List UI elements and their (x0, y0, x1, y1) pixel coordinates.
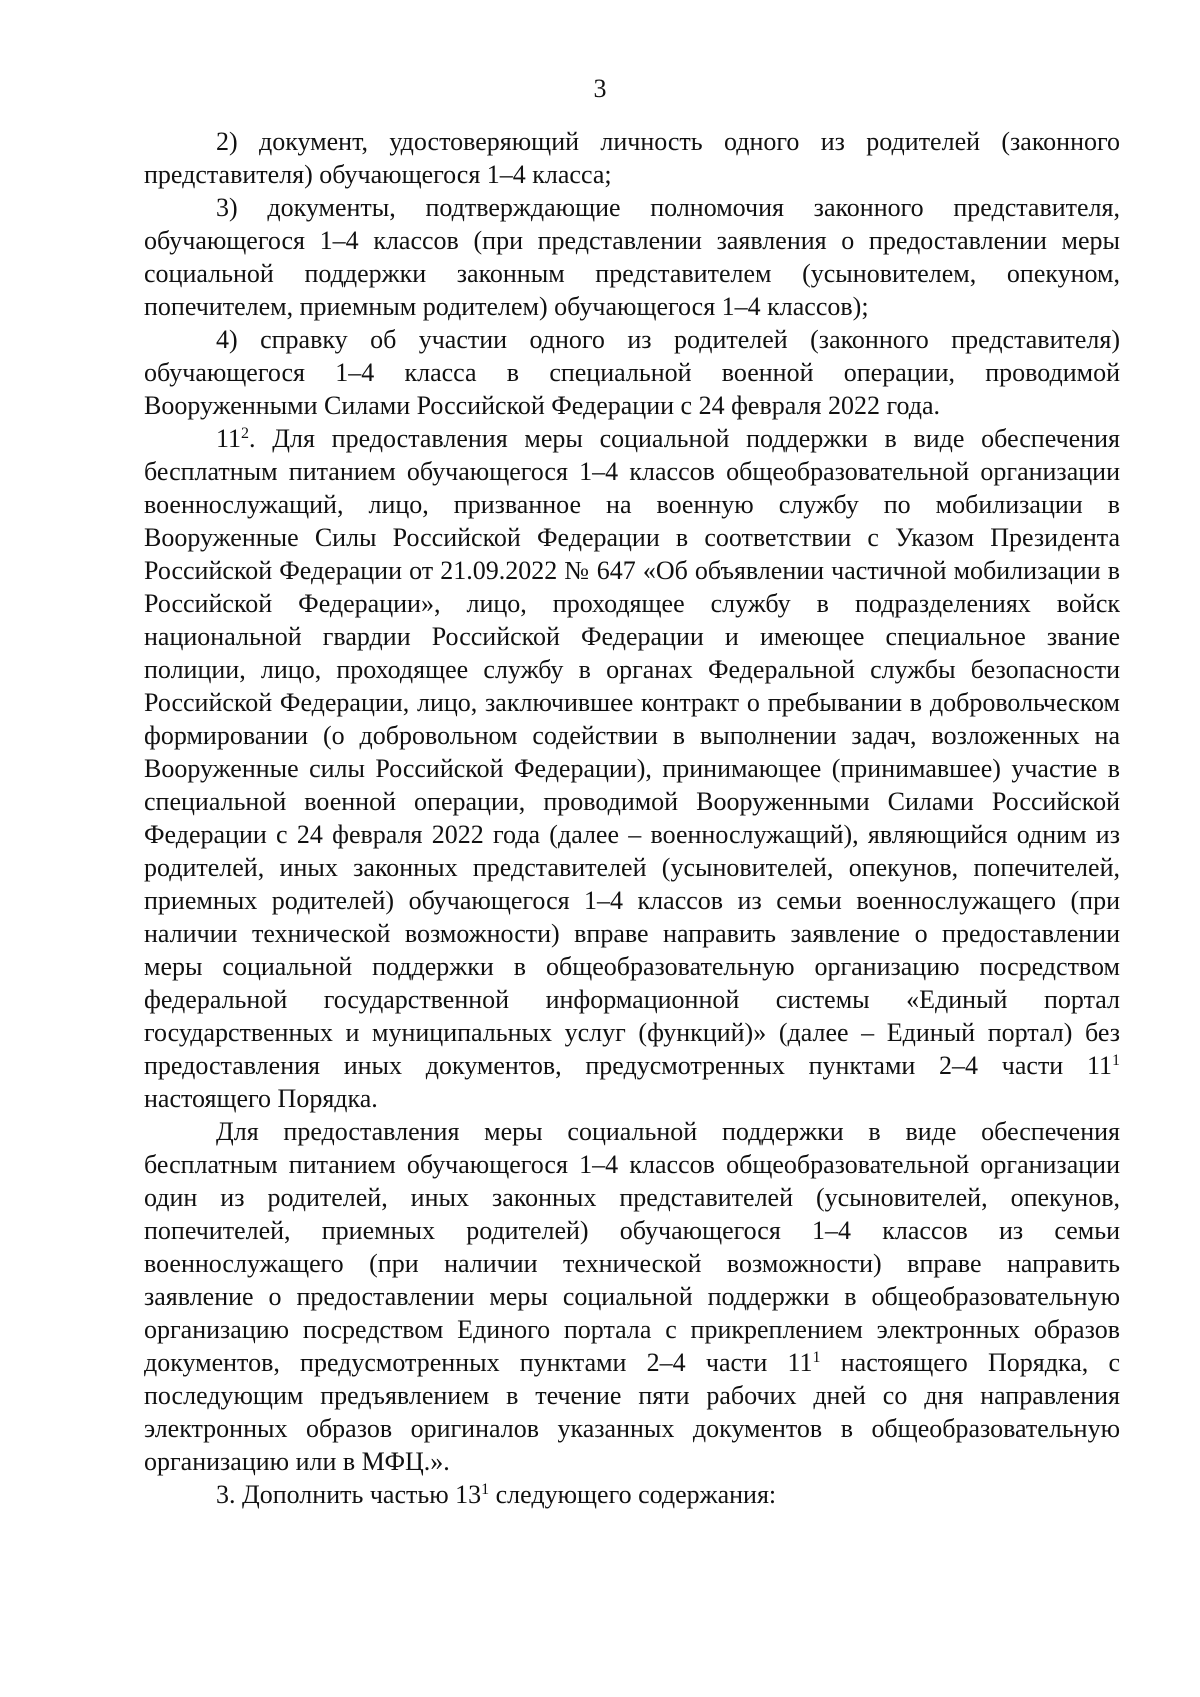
list-item-3: 3) документы, подтверждающие полномочия законного представителя, обучающегося 1–4 классов (при представлении заявления о предоставлении меры социальной поддержки законным представителем (усыновителем, опекуном, попечителем, приемным родителем) обучающегося 1–4 классов); (144, 193, 1120, 321)
superscript: 1 (812, 1349, 821, 1366)
page-number: 3 (593, 74, 607, 103)
clause-11-2-continuation: Для предоставления меры социальной поддержки в виде обеспечения бесплатным питанием обучающегося 1–4 классов общеобразовательной организации один из родителей, иных законных представителей (усыновителей, опекунов, попечителей, приемных родителей) обучающегося 1–4 классов из семьи военнослужащего (при наличии технической возможности) вправе направить заявление о предоставлении меры социальной поддержки в общеобразовательную организацию посредством Единого портала с прикреплением электронных образов документов, предусмотренных пунктами 2–4 части $11^1$ настоящего Порядка, с последующим предъявлением в течение пяти рабочих дней со дня направления электронных образов оригиналов указанных документов в общеобразовательную организацию или в МФЦ.». (144, 1117, 1120, 1476)
superscript: 1 (481, 1481, 490, 1498)
list-item-2: 2) документ, удостоверяющий личность одного из родителей (законного представителя) обучающегося 1–4 класса; (144, 127, 1120, 189)
superscript: 1 (1112, 1052, 1120, 1069)
clause-11-2: $11^2$. Для предоставления меры социальной поддержки в виде обеспечения бесплатным питанием обучающегося 1–4 классов общеобразовательной организации военнослужащий, лицо, призванное на военную службу по мобилизации в Вооруженные Силы Российской Федерации в соответствии с Указом Президента Российской Федерации от 21.09.2022 № 647 «Об объявлении частичной мобилизации в Российской Федерации», лицо, проходящее службу в подразделениях войск национальной гвардии Российской Федерации и имеющее специальное звание полиции, лицо, проходящее службу в органах Федеральной службы безопасности Российской Федерации, лицо, заключившее контракт о пребывании в добровольческом формировании (о добровольном содействии в выполнении задач, возложенных на Вооруженные силы Российской Федерации), принимающее (принимавшее) участие в специальной военной операции, проводимой Вооруженными Силами Российской Федерации с 24 февраля 2022 года (далее – военнослужащий), являющийся одним из родителей, иных законных представителей (усыновителей, опекунов, попечителей, приемных родителей) обучающегося 1–4 классов из семьи военнослужащего (при наличии технической возможности) вправе направить заявление о предоставлении меры социальной поддержки в общеобразовательную организацию посредством федеральной государственной информационной системы «Единый портал государственных и муниципальных услуг (функций)» (далее – Единый портал) без предоставления иных документов, предусмотренных пунктами 2–4 части $11^1$ настоящего Порядка. (144, 424, 1120, 1113)
list-item-4: 4) справку об участии одного из родителей (законного представителя) обучающегося 1–4 класса в специальной военной операции, проводимой Вооруженными Силами Российской Федерации с 24 февраля 2022 года. (144, 325, 1120, 420)
amendment-item-3: 3. Дополнить частью $13^1$ следующего содержания: (216, 1480, 777, 1509)
document-body (144, 125, 1120, 1511)
superscript: 2 (241, 425, 250, 442)
